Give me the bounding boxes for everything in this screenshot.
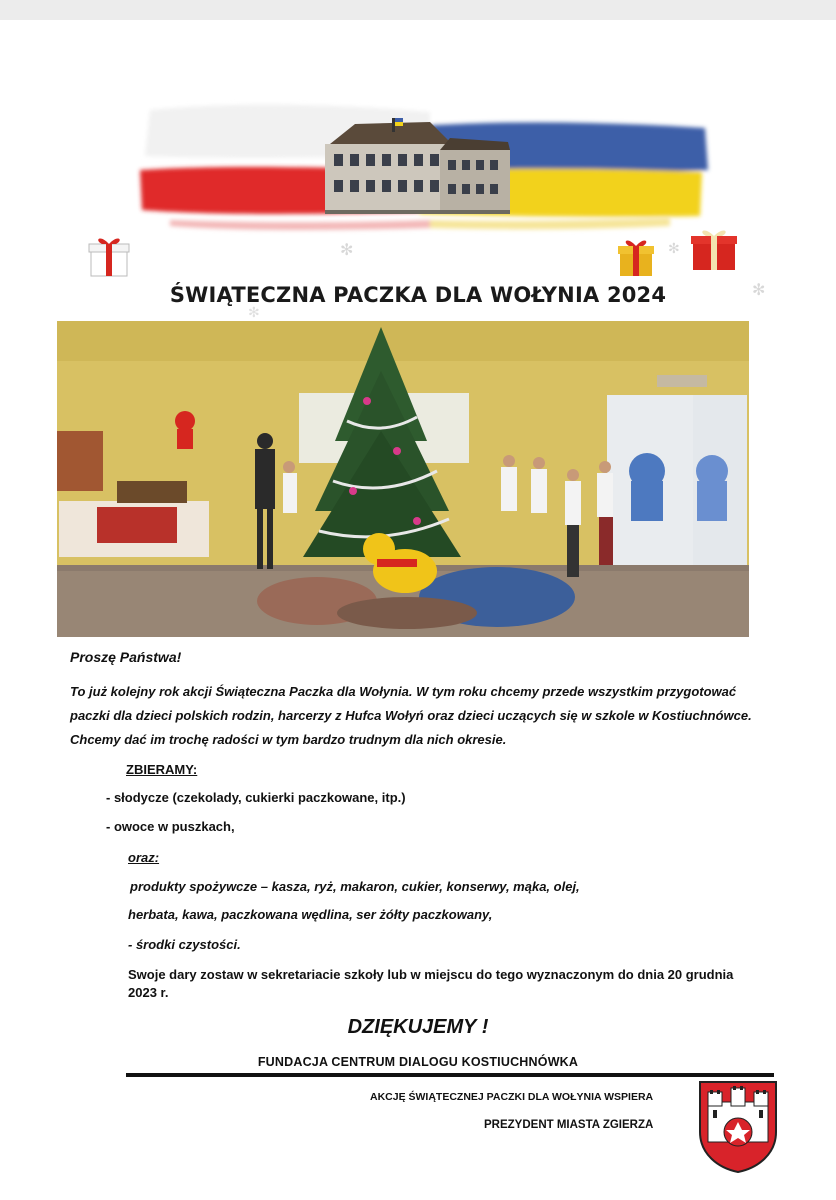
event-photo: [57, 321, 749, 637]
president-line: PREZYDENT MIASTA ZGIERZA: [484, 1119, 654, 1131]
gift-icon: [88, 234, 130, 278]
gift-icon: [617, 236, 655, 278]
delivery-line: 2023 r.: [128, 985, 169, 1000]
thanks-heading: DZIĘKUJEMY !: [347, 1016, 489, 1038]
oraz-label: oraz:: [128, 850, 160, 865]
intro-line: paczki dla dzieci polskich rodzin, harcerzy z Hufca Wołyń oraz dzieci uczących się w szkole w Kostiuchnówce.: [70, 708, 752, 723]
salutation: Proszę Państwa!: [70, 649, 182, 665]
top-bar: [0, 0, 836, 20]
header-banner: [130, 98, 720, 248]
support-line: AKCJĘ ŚWIĄTECZNEJ PACZKI DLA WOŁYNIA WSPIERA: [370, 1091, 654, 1103]
intro-line: To już kolejny rok akcji Świąteczna Paczka dla Wołynia. W tym roku chcemy przede wszystkim przygotować: [70, 684, 737, 699]
collect-item: - owoce w puszkach,: [106, 819, 235, 834]
snowflake-icon: ✻: [340, 242, 354, 259]
food-line: herbata, kawa, paczkowana wędlina, ser żółty paczkowany,: [128, 907, 493, 922]
divider: [126, 1073, 774, 1077]
gift-icon: [690, 226, 738, 272]
cleaning-item: - środki czystości.: [128, 937, 241, 952]
intro-line: Chcemy dać im trochę radości w tym bardzo trudnym dla nich okresie.: [70, 732, 507, 747]
delivery-line: Swoje dary zostaw w sekretariacie szkoły lub w miejscu do tego wyznaczonym do dnia 20 grudnia: [128, 967, 734, 982]
snowflake-icon: ✻: [752, 282, 766, 299]
intro-paragraph: [70, 680, 770, 752]
page-title: ŚWIĄTECZNA PACZKA DLA WOŁYNIA 2024: [169, 283, 667, 307]
collect-heading: ZBIERAMY:: [126, 762, 198, 777]
food-line: produkty spożywcze – kasza, ryż, makaron, cukier, konserwy, mąka, olej,: [130, 879, 580, 894]
delivery-note: [128, 966, 788, 1002]
snowflake-icon: ✻: [248, 304, 260, 320]
coat-of-arms-icon: [698, 1080, 778, 1174]
foundation-name: FUNDACJA CENTRUM DIALOGU KOSTIUCHNÓWKA: [257, 1055, 579, 1069]
snowflake-icon: ✻: [668, 240, 680, 256]
collect-item: - słodycze (czekolady, cukierki paczkowane, itp.): [106, 790, 406, 805]
